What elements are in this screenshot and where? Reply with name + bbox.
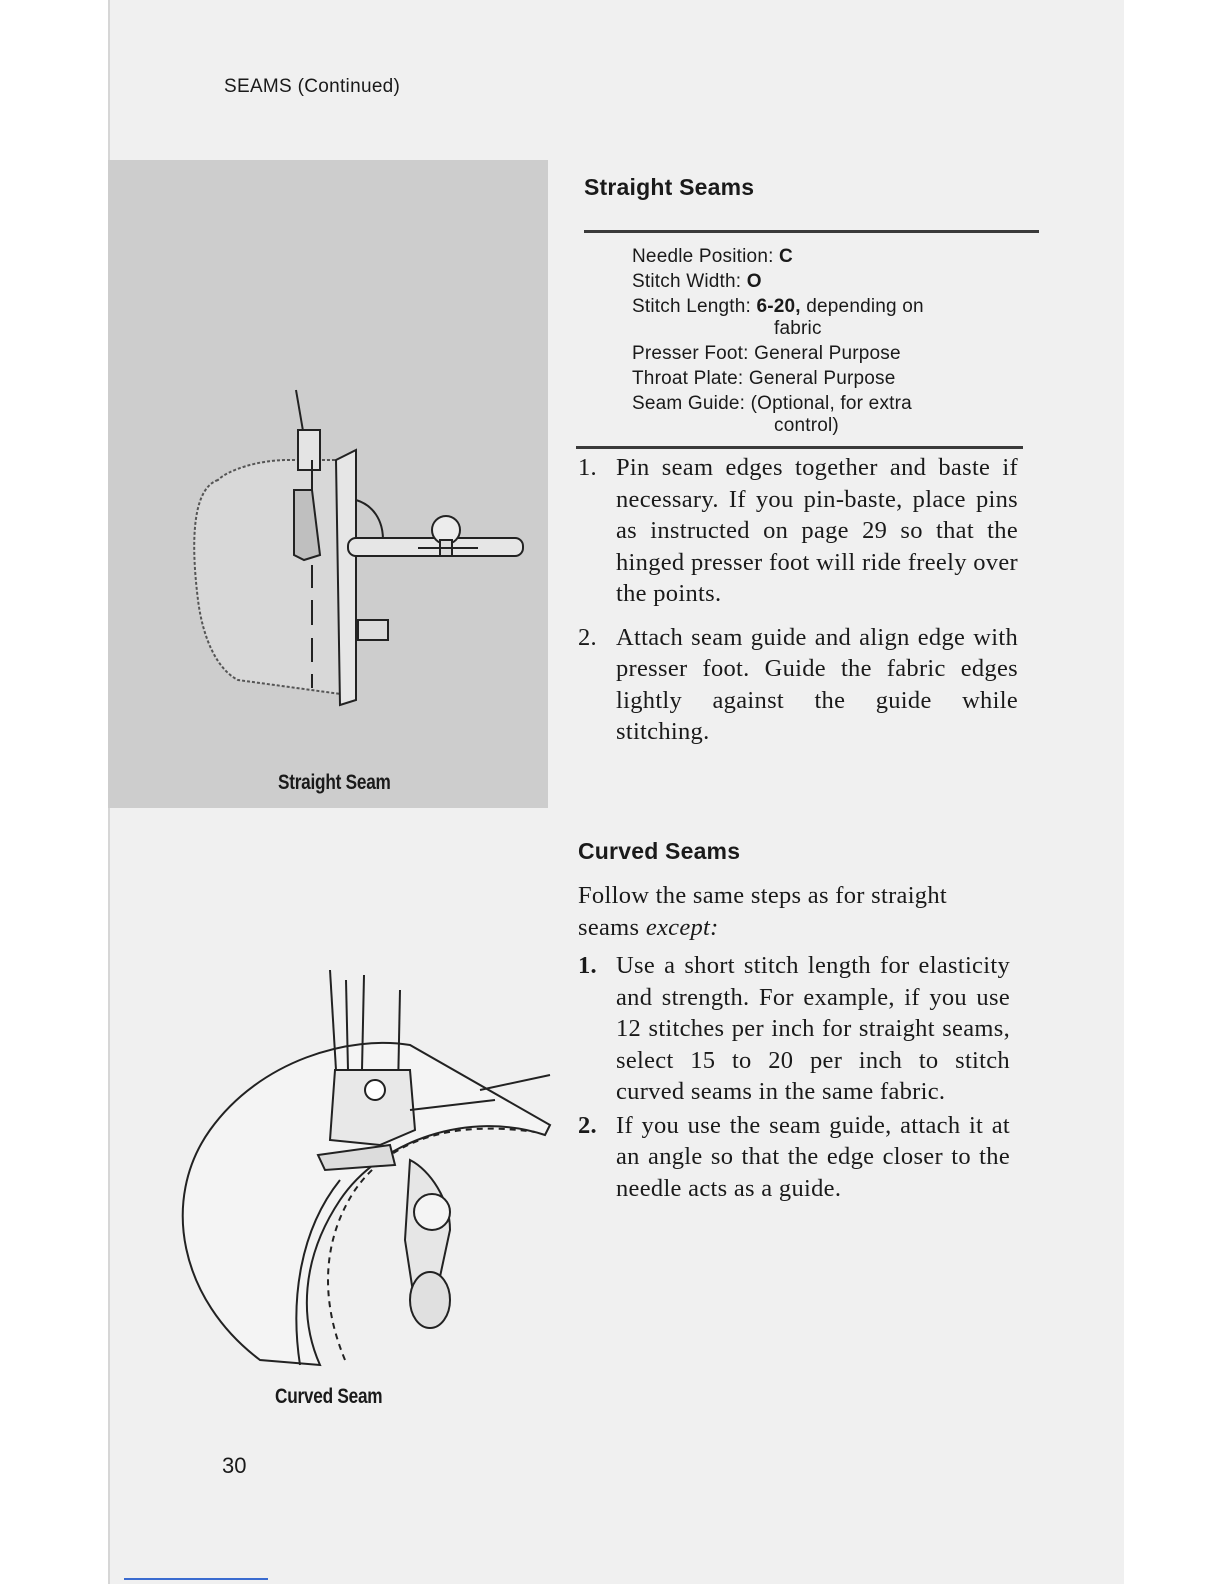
bottom-edge-mark — [124, 1578, 268, 1580]
settings-top-rule — [584, 230, 1039, 233]
list-item: 1. Use a short stitch length for elasticity and strength. For example, if you use 12 stitches per inch for straight seams, select 15 to 20 per inch to stitch curved seams in the same fabric. — [578, 952, 1010, 1105]
seam-guide-setting: Seam Guide: (Optional, for extra — [632, 393, 912, 414]
throat-plate-setting: Throat Plate: General Purpose — [632, 368, 896, 389]
curved-seams-heading: Curved Seams — [578, 838, 741, 864]
list-item: 2. If you use the seam guide, attach it at an angle so that the edge closer to the needle acts as a guide. — [578, 1111, 1010, 1202]
curved-seams-intro: Follow the same steps as for straight seams except: — [578, 882, 948, 941]
running-head: SEAMS (Continued) — [224, 76, 401, 97]
curved-seam-steps — [578, 950, 1010, 1204]
stitch-width-setting: Stitch Width: O — [632, 271, 762, 292]
settings-bottom-rule — [576, 446, 1023, 449]
curved-seam-caption: Curved Seam — [275, 1385, 383, 1408]
curved-seam-illustration — [150, 940, 570, 1380]
straight-seam-illustration — [108, 160, 548, 808]
straight-seam-caption: Straight Seam — [278, 771, 391, 794]
straight-seam-settings — [632, 244, 924, 438]
curved-seam-figure — [150, 940, 570, 1380]
needle-position-setting: Needle Position: C — [632, 246, 793, 267]
straight-seams-heading: Straight Seams — [584, 174, 755, 200]
stitch-length-continuation: fabric — [774, 318, 822, 339]
straight-seam-steps — [578, 452, 1018, 748]
list-item: 1. Pin seam edges together and baste if necessary. If you pin-baste, place pins as instructed on page 29 so that the hinged presser foot will ride freely over the points. — [578, 454, 1018, 607]
list-item: 2. Attach seam guide and align edge with presser foot. Guide the fabric edges lightly against the guide while stitching. — [578, 623, 1018, 745]
presser-foot-setting: Presser Foot: General Purpose — [632, 343, 901, 364]
stitch-length-setting: Stitch Length: 6-20, depending on — [632, 296, 924, 317]
page-number: 30 — [222, 1453, 247, 1478]
straight-seam-figure — [108, 160, 548, 808]
seam-guide-continuation: control) — [774, 415, 839, 436]
